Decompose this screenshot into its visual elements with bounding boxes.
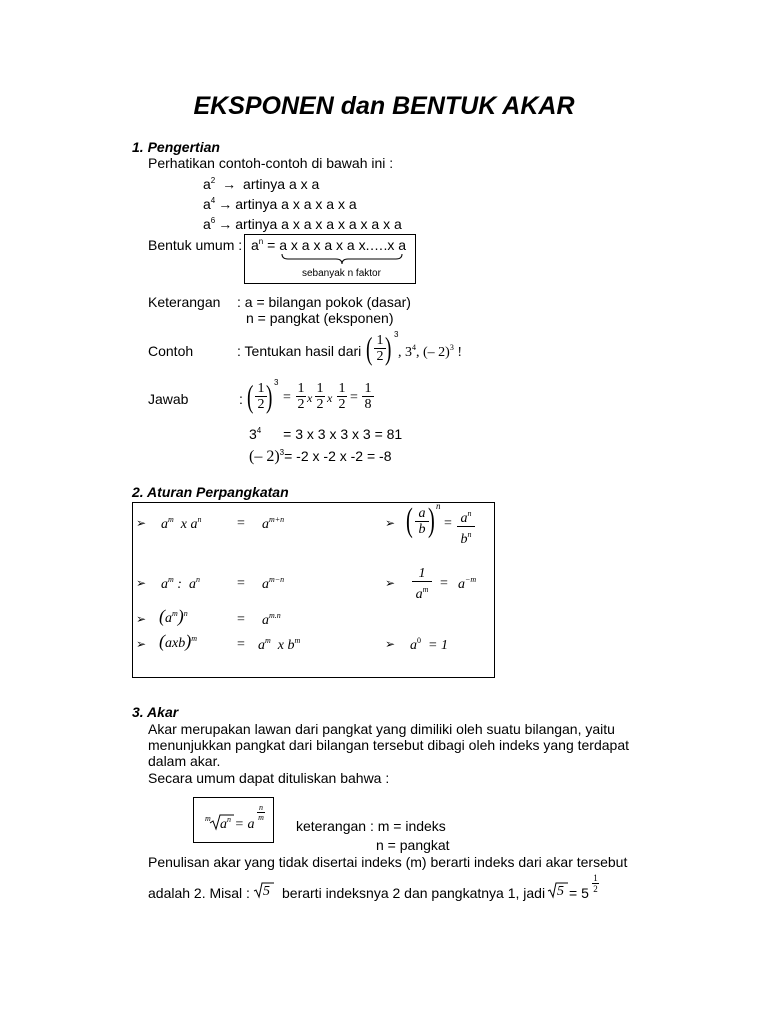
rule-fraction-a-b: $\frac{a}{b}$ [415,506,429,537]
contoh-rest: , $3^4$, (– 2)$^3$ ! [398,343,462,360]
rule-fraction-1-am: $\frac{1}{a^m}$ [412,566,432,602]
fraction-half: $\frac{1}{2}$ [374,333,386,364]
jawab-line-2: $3^4 = 3$ x 3 x 3 x 3 = 81 [249,426,403,442]
rule-2-left: $a^m$ : $a^n$ [161,575,200,592]
right-paren: ) [385,330,392,366]
rule-fraction-an-bn: $\frac{a^n}{b^n}$ [457,506,475,547]
rule-1-right: $a^{m+n}$ [262,515,285,532]
bullet-arrow-icon: ➢ [385,516,396,530]
fraction-n-m: $\frac{n}{m}$ [258,803,264,822]
rule-4-right: $a^m$ x $b^m$ [258,636,301,653]
fraction-half: $\frac{1}{2}$ [297,381,305,412]
rule-4-left: (axb)$^m$ [159,631,197,651]
rule-1-left: $a^m$ x $a^n$ [161,515,202,532]
contoh-text: : Tentukan hasil dari [237,343,362,359]
jawab-line-3: (– 2)$^3$= -2 x -2 x -2 = -8 [249,448,392,465]
right-paren: ) [266,378,273,414]
left-paren: ( [366,330,373,366]
bullet-arrow-icon: ➢ [136,576,147,590]
section-1-heading: 1. Pengertian [132,139,220,155]
rule-3-left: $(a^m)^n$ [159,606,188,626]
akar-p3: dalam akar. [148,753,221,769]
akar-p1: Akar merupakan lawan dari pangkat yang dimiliki oleh suatu bilangan, yaitu [148,721,615,737]
akar-p4: Secara umum dapat dituliskan bahwa : [148,770,390,786]
akar-p5: Penulisan akar yang tidak disertai indeks (m) berarti indeks dari akar tersebut [148,854,628,870]
rule-negative-exponent: $a^{-m}$ [458,575,477,592]
bullet-arrow-icon: ➢ [136,637,147,651]
fraction-half: $\frac{1}{2}$ [255,381,267,412]
contoh-label: Contoh [148,343,194,359]
fraction-half: $\frac{1}{2}$ [338,381,346,412]
akar-result: = 5 [569,885,589,901]
brace-label: sebanyak n faktor [302,268,381,279]
akar-p6b: berarti indeksnya 2 dan pangkatnya 1, jadi [282,885,546,901]
left-paren: ( [247,378,254,414]
right-arrow-icon: → [218,196,233,212]
akar-p2: menunjukkan pangkat dari bilangan tersebut dibagi oleh indeks yang terdapat [148,737,630,753]
bullet-arrow-icon: ➢ [385,576,396,590]
bullet-arrow-icon: ➢ [385,637,396,651]
right-arrow-icon: → [218,216,233,232]
jawab-label: Jawab [148,391,189,407]
keterangan-1: : a = bilangan pokok (dasar) [237,294,411,310]
underbrace [280,252,404,266]
rule-2-right: $a^{m-n}$ [262,575,285,592]
keterangan-2: n = pangkat (eksponen) [246,310,394,326]
akar-keterangan-2: n = pangkat [376,837,450,853]
right-arrow-icon: → [222,176,237,192]
akar-p6a: adalah 2. Misal : [148,885,250,901]
bullet-arrow-icon: ➢ [136,516,147,530]
intro-text: Perhatikan contoh-contoh di bawah ini : [148,155,394,171]
keterangan-label: Keterangan [148,294,221,310]
bullet-arrow-icon: ➢ [136,612,147,626]
example-2: $a^4$ → artinya a x a x a x a [203,196,357,212]
bentuk-umum-label: Bentuk umum : [148,237,243,253]
akar-keterangan-1: keterangan : m = indeks [296,818,446,834]
rule-3-right: $a^{m.n}$ [262,611,281,628]
fraction-one-half-exp: $\frac{1}{2}$ [593,873,598,894]
section-2-heading: 2. Aturan Perpangkatan [132,484,289,500]
fraction-half: $\frac{1}{2}$ [316,381,324,412]
section-3-heading: 3. Akar [132,704,179,720]
rule-zero-exponent: $a^0 = 1$ [410,636,448,653]
bentuk-umum-formula: $a^n = a$ x a x a x a x.….x a [251,237,407,253]
example-3: $a^6$ → artinya a x a x a x a x a x a [203,216,402,232]
page-title: EKSPONEN dan BENTUK AKAR [193,92,575,120]
fraction-one-eighth: $\frac{1}{8}$ [362,381,374,412]
example-1: $a^2$ → artinya a x a [203,176,320,192]
root-formula: $a^n = a$ [220,815,255,832]
